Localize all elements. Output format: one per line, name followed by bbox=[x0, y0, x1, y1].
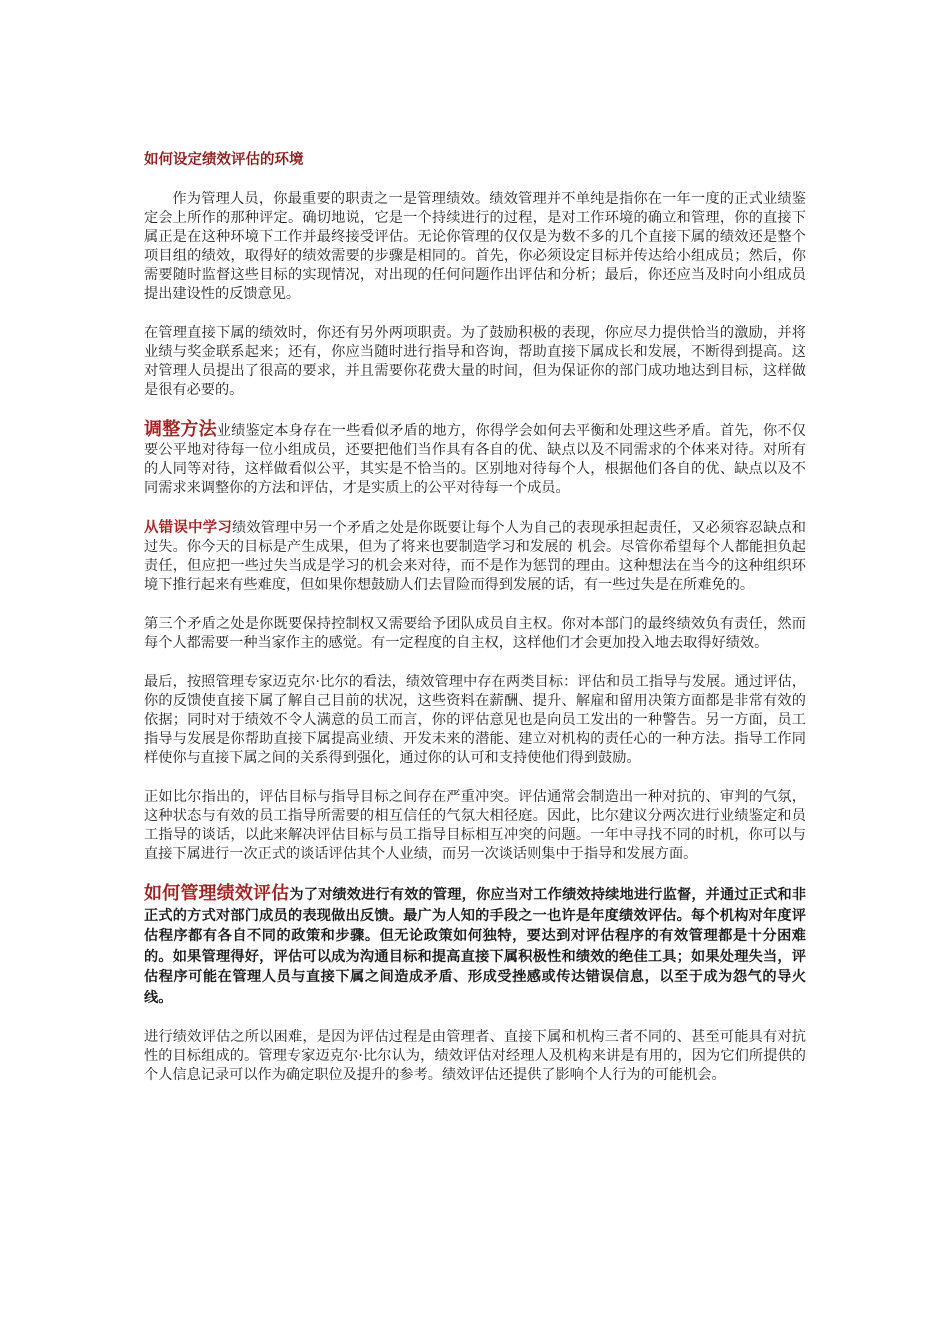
paragraph-text: 最后，按照管理专家迈克尔·比尔的看法，绩效管理中存在两类目标：评估和员工指导与发展。通过评估，你的反馈使直接下属了解自己目前的状况，这些资料在薪酬、提升、解雇和留用决策方面都是非常有效的依据；同时对于绩效不令人满意的员工而言，你的评估意见也是向员工发出的一种警告。另一方面，员工指导与发展是你帮助直接下属提高业绩、开发未来的潜能、建立对机构的责任心的一种方法。指导工作同样使你与直接下属之间的关系得到强化，通过你的认可和支持使他们得到鼓励。 bbox=[144, 674, 806, 766]
paragraph-5 bbox=[144, 615, 806, 653]
paragraph-9 bbox=[144, 1028, 806, 1085]
paragraph-text: 为了对绩效进行有效的管理，你应当对工作绩效持续地进行监督，并通过正式和非正式的方式对部门成员的表现做出反馈。最广为人知的手段之一也许是年度绩效评估。每个机构对年度评估程序都有各自不同的政策和步骤。但无论政策如何独特，要达到对评估程序的有效管理都是十分困难的。如果管理得好，评估可以成为沟通目标和提高直接下属积极性和绩效的绝佳工具；如果处理失当，评估程序可能在管理人员与直接下属之间造成矛盾、形成受挫感或传达错误信息，以至于成为怨气的导火线。 bbox=[144, 887, 807, 1006]
paragraph-1 bbox=[144, 190, 806, 304]
section-heading-manage-appraisal: 如何管理绩效评估 bbox=[144, 883, 290, 904]
paragraph-text: 第三个矛盾之处是你既要保持控制权又需要给予团队成员自主权。你对本部门的最终绩效负有责任，然而每个人都需要一种当家作主的感觉。有一定程度的自主权，这样他们才会更加投入地去取得好绩效。 bbox=[144, 616, 806, 651]
paragraph-text: 进行绩效评估之所以困难，是因为评估过程是由管理者、直接下属和机构三者不同的、甚至可能具有对抗性的目标组成的。管理专家迈克尔·比尔认为，绩效评估对经理人及机构来讲是有用的，因为它们所提供的个人信息记录可以作为确定职位及提升的参考。绩效评估还提供了影响个人行为的可能机会。 bbox=[144, 1029, 806, 1083]
paragraph-6 bbox=[144, 673, 806, 768]
paragraph-3 bbox=[144, 420, 806, 498]
paragraph-2 bbox=[144, 324, 806, 400]
paragraph-text: 在管理直接下属的绩效时，你还有另外两项职责。为了鼓励积极的表现，你应尽力提供恰当的激励，并将业绩与奖金联系起来；还有，你应当随时进行指导和咨询，帮助直接下属成长和发展，不断得到提高。这对管理人员提出了很高的要求，并且需要你花费大量的时间，但为保证你的部门成功地达到目标，这样做是很有必要的。 bbox=[144, 325, 806, 398]
paragraph-text: 正如比尔指出的，评估目标与指导目标之间存在严重冲突。评估通常会制造出一种对抗的、审判的气氛，这种状态与有效的员工指导所需要的相互信任的气氛大相径庭。因此，比尔建议分两次进行业绩鉴定和员工指导的谈话，以此来解决评估目标与员工指导目标相互冲突的问题。一年中寻找不同的时机，你可以与直接下属进行一次正式的谈话评估其个人业绩，而另一次谈话则集中于指导和发展方面。 bbox=[144, 789, 806, 862]
page-title: 如何设定绩效评估的环境 bbox=[144, 151, 304, 168]
section-heading-learn-from-mistakes: 从错误中学习 bbox=[144, 519, 232, 536]
paragraph-text: 绩效管理中另一个矛盾之处是你既要让每个人为自己的表现承担起责任，又必须容忍缺点和过失。你今天的目标是产生成果，但为了将来也要制造学习和发展的 机会。尽管你希望每个人都能担负起责任，但应把一些过失当成是学习的机会来对待，而不是作为惩罚的理由。这种想法在当今的这种组织环境下推行起来有些难度，但如果你想鼓励人们去冒险而得到发展的话，有一些过失是在所难免的。 bbox=[144, 520, 806, 593]
paragraph-7 bbox=[144, 788, 806, 864]
section-heading-adjust-method: 调整方法 bbox=[144, 419, 217, 440]
paragraph-text: 业绩鉴定本身存在一些看似矛盾的地方，你得学会如何去平衡和处理这些矛盾。首先，你不仅要公平地对待每一位小组成员，还要把他们当作具有各自的优、缺点以及不同需求的个体来对待。对所有的人同等对待，这样做看似公平，其实是不恰当的。区别地对待每个人，根据他们各自的优、缺点以及不同需求来调整你的方法和评估，才是实质上的公平对待每一个成员。 bbox=[144, 423, 806, 496]
document-page bbox=[144, 150, 806, 1105]
paragraph-text: 作为管理人员，你最重要的职责之一是管理绩效。绩效管理并不单纯是指你在一年一度的正式业绩鉴定会上所作的那种评定。确切地说，它是一个持续进行的过程，是对工作环境的确立和管理，你的直接下属正是在这种环境下工作并最终接受评估。无论你管理的仅仅是为数不多的几个直接下属的绩效还是整个项目组的绩效，取得好的绩效需要的步骤是相同的。首先，你必须设定目标并传达给小组成员；然后，你需要随时监督这些目标的实现情况，对出现的任何问题作出评估和分析；最后，你还应当及时向小组成员提出建设性的反馈意见。 bbox=[144, 191, 806, 302]
paragraph-8 bbox=[144, 884, 806, 1008]
paragraph-4 bbox=[144, 518, 806, 595]
